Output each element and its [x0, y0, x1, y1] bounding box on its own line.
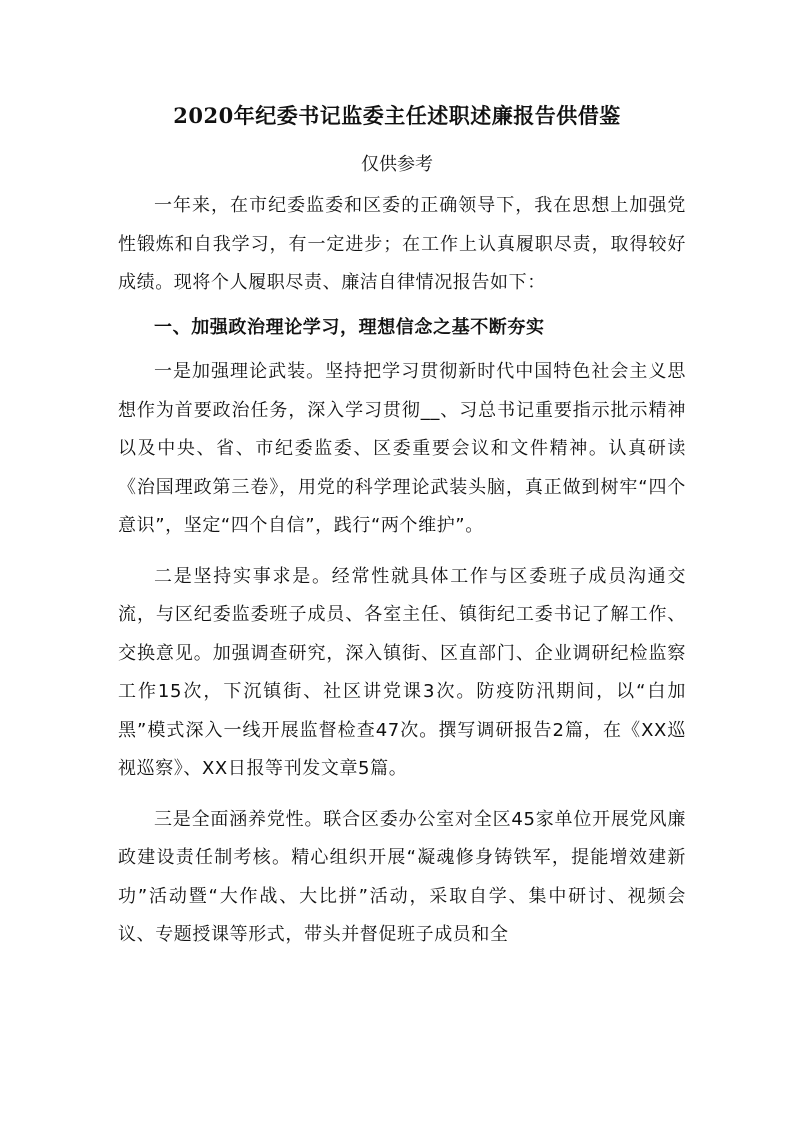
intro-paragraph: 一年来，在市纪委监委和区委的正确领导下，我在思想上加强党性锻炼和自我学习，有一定进步；在工作上认真履职尽责，取得较好成绩。现将个人履职尽责、廉洁自律情况报告如下：: [118, 195, 686, 293]
paragraph-theory: 一是加强理论武装。坚持把学习贯彻新时代中国特色社会主义思想作为首要政治任务，深入学习贯彻__、习总书记重要指示批示精神以及中央、省、市纪委监委、区委重要会议和文件精神。认真研读《治国理政第三卷》，用党的科学理论武装头脑，真正做到树牢“四个意识”，坚定“四个自信”，践行“两个维护”。: [118, 361, 686, 536]
section-heading-1: 一、加强政治理论学习，理想信念之基不断夯实: [154, 316, 545, 338]
document-body: [118, 187, 686, 955]
paragraph-party-spirit: 三是全面涵养党性。联合区委办公室对全区45家单位开展党风廉政建设责任制考核。精心组织开展“凝魂修身铸铁军，提能增效建新功”活动暨“大作战、大比拼”活动，采取自学、集中研讨、视频会议、专题授课等形式，带头并督促班子成员和全: [118, 808, 686, 945]
document-subtitle: 仅供参考: [361, 154, 433, 175]
document-title: 2020年纪委书记监委主任述职述廉报告供借鉴: [173, 103, 621, 128]
paragraph-facts: 二是坚持实事求是。经常性就具体工作与区委班子成员沟通交流，与区纪委监委班子成员、各室主任、镇街纪工委书记了解工作、交换意见。加强调查研究，深入镇街、区直部门、企业调研纪检监察工作15次，下沉镇街、社区讲党课3次。防疫防汛期间，以“白加黑”模式深入一线开展监督检查47次。撰写调研报告2篇，在《XX巡视巡察》、XX日报等刊发文章5篇。: [118, 565, 686, 779]
